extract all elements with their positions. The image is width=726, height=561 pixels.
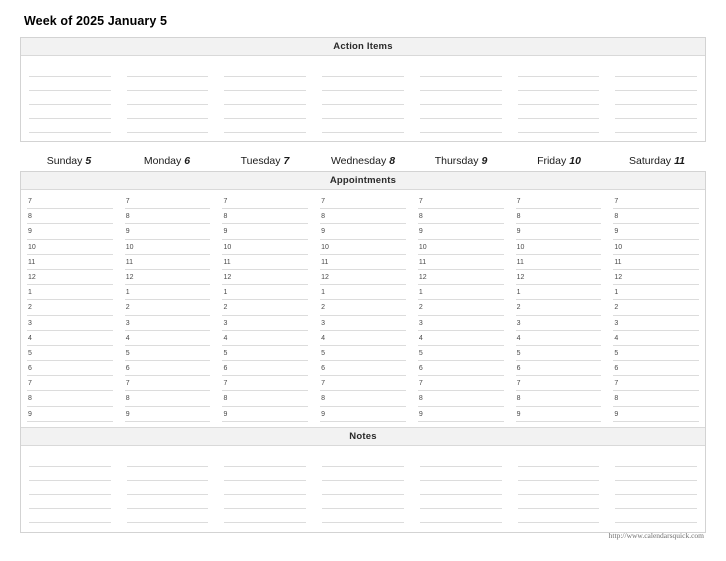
action-item-line[interactable] — [322, 105, 404, 119]
day-number: 10 — [569, 155, 581, 167]
footer-url: http://www.calendarsquick.com — [608, 531, 704, 540]
notes-line[interactable] — [127, 453, 209, 467]
appointment-slot[interactable]: 7 — [222, 194, 308, 209]
notes-header: Notes — [21, 427, 705, 446]
appointments-panel — [20, 171, 706, 533]
appointment-slot[interactable]: 9 — [222, 407, 308, 422]
action-item-line[interactable] — [322, 63, 404, 77]
appointment-slot[interactable]: 3 — [613, 316, 699, 331]
appointment-slot[interactable]: 1 — [27, 285, 113, 300]
appointment-slot[interactable]: 8 — [125, 209, 211, 224]
day-header-tuesday — [216, 155, 314, 167]
appointment-slot[interactable]: 12 — [516, 270, 602, 285]
appointment-slot[interactable]: 9 — [27, 407, 113, 422]
notes-line[interactable] — [322, 467, 404, 481]
notes-line[interactable] — [615, 453, 697, 467]
appointment-slot[interactable]: 11 — [125, 255, 211, 270]
appointments-columns — [21, 190, 705, 427]
appointment-slot[interactable]: 10 — [613, 240, 699, 255]
appointment-slot[interactable]: 6 — [418, 361, 504, 376]
notes-line[interactable] — [615, 481, 697, 495]
action-item-line[interactable] — [518, 91, 600, 105]
action-item-line[interactable] — [322, 119, 404, 133]
appointment-slot[interactable]: 6 — [516, 361, 602, 376]
notes-column[interactable] — [412, 446, 510, 532]
appointment-slot[interactable]: 6 — [27, 361, 113, 376]
action-item-line[interactable] — [322, 77, 404, 91]
action-item-line[interactable] — [420, 63, 502, 77]
notes-line[interactable] — [29, 453, 111, 467]
notes-line[interactable] — [224, 509, 306, 523]
appointment-slot[interactable]: 8 — [222, 391, 308, 406]
appointment-slot[interactable]: 2 — [222, 300, 308, 315]
notes-line[interactable] — [127, 467, 209, 481]
appointment-slot[interactable]: 7 — [222, 376, 308, 391]
action-item-line[interactable] — [127, 77, 209, 91]
appointment-slot[interactable]: 9 — [320, 224, 406, 239]
appointment-slot[interactable]: 11 — [320, 255, 406, 270]
appointment-slot[interactable]: 8 — [613, 209, 699, 224]
action-items-panel — [20, 37, 706, 142]
appointment-slot[interactable]: 8 — [27, 209, 113, 224]
appointment-slot[interactable]: 1 — [222, 285, 308, 300]
action-item-line[interactable] — [615, 63, 697, 77]
action-items-column[interactable] — [510, 56, 608, 141]
action-items-column[interactable] — [216, 56, 314, 141]
appointment-slot[interactable]: 5 — [613, 346, 699, 361]
action-items-column[interactable] — [314, 56, 412, 141]
appointment-slot[interactable]: 8 — [613, 391, 699, 406]
appointment-slot[interactable]: 4 — [516, 331, 602, 346]
action-item-line[interactable] — [420, 91, 502, 105]
notes-line[interactable] — [518, 495, 600, 509]
appointment-slot[interactable]: 10 — [27, 240, 113, 255]
notes-line[interactable] — [29, 509, 111, 523]
appointment-slot[interactable]: 4 — [320, 331, 406, 346]
appointment-slot[interactable]: 2 — [418, 300, 504, 315]
appointment-slot[interactable]: 8 — [320, 391, 406, 406]
appointment-slot[interactable]: 3 — [27, 316, 113, 331]
action-item-line[interactable] — [127, 91, 209, 105]
appointment-slot[interactable]: 9 — [222, 224, 308, 239]
appointment-slot[interactable]: 4 — [27, 331, 113, 346]
action-items-header: Action Items — [21, 38, 705, 56]
action-item-line[interactable] — [29, 105, 111, 119]
appointment-slot[interactable]: 12 — [320, 270, 406, 285]
day-name: Monday — [143, 155, 182, 167]
appointments-column-monday[interactable] — [119, 190, 217, 427]
appointment-slot[interactable]: 2 — [613, 300, 699, 315]
notes-line[interactable] — [224, 481, 306, 495]
action-item-line[interactable] — [127, 63, 209, 77]
day-name: Saturday — [629, 155, 672, 167]
appointment-slot[interactable]: 11 — [27, 255, 113, 270]
day-header-wednesday — [314, 155, 412, 167]
appointment-slot[interactable]: 7 — [125, 376, 211, 391]
appointments-column-thursday[interactable] — [412, 190, 510, 427]
appointment-slot[interactable]: 6 — [320, 361, 406, 376]
day-header-friday — [510, 155, 608, 167]
day-number: 11 — [674, 155, 685, 167]
appointment-slot[interactable]: 7 — [27, 194, 113, 209]
action-item-line[interactable] — [224, 77, 306, 91]
notes-line[interactable] — [127, 509, 209, 523]
day-header-row — [20, 155, 706, 167]
day-number: 7 — [283, 155, 290, 167]
appointment-slot[interactable]: 8 — [418, 209, 504, 224]
action-items-column[interactable] — [119, 56, 217, 141]
action-item-line[interactable] — [29, 91, 111, 105]
appointment-slot[interactable]: 2 — [516, 300, 602, 315]
appointment-slot[interactable]: 12 — [418, 270, 504, 285]
appointment-slot[interactable]: 5 — [125, 346, 211, 361]
appointment-slot[interactable]: 9 — [418, 407, 504, 422]
action-item-line[interactable] — [224, 91, 306, 105]
appointments-column-sunday[interactable] — [21, 190, 119, 427]
action-items-column[interactable] — [21, 56, 119, 141]
day-name: Tuesday — [240, 155, 281, 167]
appointment-slot[interactable]: 9 — [125, 224, 211, 239]
day-header-monday — [118, 155, 216, 167]
appointment-slot[interactable]: 4 — [613, 331, 699, 346]
appointment-slot[interactable]: 4 — [418, 331, 504, 346]
notes-column[interactable] — [216, 446, 314, 532]
notes-column[interactable] — [119, 446, 217, 532]
notes-line[interactable] — [127, 495, 209, 509]
notes-line[interactable] — [615, 509, 697, 523]
appointment-slot[interactable]: 10 — [516, 240, 602, 255]
notes-line[interactable] — [420, 481, 502, 495]
action-item-line[interactable] — [615, 91, 697, 105]
appointment-slot[interactable]: 3 — [516, 316, 602, 331]
appointment-slot[interactable]: 7 — [516, 194, 602, 209]
notes-line[interactable] — [127, 481, 209, 495]
appointment-slot[interactable]: 10 — [320, 240, 406, 255]
action-item-line[interactable] — [518, 63, 600, 77]
appointment-slot[interactable]: 12 — [27, 270, 113, 285]
appointment-slot[interactable]: 8 — [320, 209, 406, 224]
notes-column[interactable] — [314, 446, 412, 532]
appointment-slot[interactable]: 8 — [222, 209, 308, 224]
appointment-slot[interactable]: 9 — [320, 407, 406, 422]
appointment-slot[interactable]: 6 — [613, 361, 699, 376]
notes-line[interactable] — [420, 509, 502, 523]
day-header-thursday — [412, 155, 510, 167]
action-item-line[interactable] — [127, 105, 209, 119]
appointment-slot[interactable]: 6 — [125, 361, 211, 376]
appointment-slot[interactable]: 2 — [125, 300, 211, 315]
appointment-slot[interactable]: 8 — [27, 391, 113, 406]
notes-columns — [21, 446, 705, 532]
appointment-slot[interactable]: 4 — [125, 331, 211, 346]
appointment-slot[interactable]: 7 — [320, 376, 406, 391]
appointment-slot[interactable]: 12 — [613, 270, 699, 285]
appointment-slot[interactable]: 6 — [222, 361, 308, 376]
appointment-slot[interactable]: 1 — [516, 285, 602, 300]
appointments-column-saturday[interactable] — [607, 190, 705, 427]
appointment-slot[interactable]: 10 — [418, 240, 504, 255]
action-item-line[interactable] — [420, 77, 502, 91]
action-item-line[interactable] — [518, 105, 600, 119]
day-name: Thursday — [434, 155, 479, 167]
appointment-slot[interactable]: 7 — [320, 194, 406, 209]
day-number: 9 — [481, 155, 488, 167]
appointment-slot[interactable]: 11 — [516, 255, 602, 270]
appointment-slot[interactable]: 5 — [418, 346, 504, 361]
action-item-line[interactable] — [224, 119, 306, 133]
notes-line[interactable] — [29, 481, 111, 495]
action-item-line[interactable] — [420, 119, 502, 133]
action-item-line[interactable] — [615, 77, 697, 91]
appointment-slot[interactable]: 3 — [222, 316, 308, 331]
action-item-line[interactable] — [518, 77, 600, 91]
notes-line[interactable] — [322, 453, 404, 467]
appointment-slot[interactable]: 10 — [222, 240, 308, 255]
notes-line[interactable] — [420, 495, 502, 509]
appointments-column-tuesday[interactable] — [216, 190, 314, 427]
notes-line[interactable] — [322, 495, 404, 509]
appointment-slot[interactable]: 7 — [125, 194, 211, 209]
day-number: 5 — [85, 155, 92, 167]
notes-line[interactable] — [518, 509, 600, 523]
notes-line[interactable] — [29, 495, 111, 509]
appointment-slot[interactable]: 11 — [222, 255, 308, 270]
notes-line[interactable] — [322, 481, 404, 495]
action-item-line[interactable] — [518, 119, 600, 133]
appointment-slot[interactable]: 4 — [222, 331, 308, 346]
notes-column[interactable] — [21, 446, 119, 532]
notes-line[interactable] — [420, 467, 502, 481]
appointment-slot[interactable]: 10 — [125, 240, 211, 255]
appointment-slot[interactable]: 1 — [320, 285, 406, 300]
notes-line[interactable] — [518, 453, 600, 467]
appointment-slot[interactable]: 3 — [320, 316, 406, 331]
action-item-line[interactable] — [224, 63, 306, 77]
appointment-slot[interactable]: 3 — [418, 316, 504, 331]
notes-line[interactable] — [29, 467, 111, 481]
day-name: Sunday — [46, 155, 83, 167]
appointments-header: Appointments — [21, 172, 705, 190]
appointment-slot[interactable]: 7 — [418, 194, 504, 209]
appointment-slot[interactable]: 8 — [516, 391, 602, 406]
action-items-column[interactable] — [412, 56, 510, 141]
action-item-line[interactable] — [615, 119, 697, 133]
notes-column[interactable] — [607, 446, 705, 532]
appointment-slot[interactable]: 5 — [27, 346, 113, 361]
appointment-slot[interactable]: 2 — [320, 300, 406, 315]
appointment-slot[interactable]: 9 — [27, 224, 113, 239]
appointments-column-friday[interactable] — [510, 190, 608, 427]
action-item-line[interactable] — [420, 105, 502, 119]
appointment-slot[interactable]: 9 — [516, 407, 602, 422]
action-items-columns — [21, 56, 705, 141]
appointment-slot[interactable]: 2 — [27, 300, 113, 315]
action-items-column[interactable] — [607, 56, 705, 141]
appointment-slot[interactable]: 3 — [125, 316, 211, 331]
notes-line[interactable] — [615, 467, 697, 481]
appointment-slot[interactable]: 9 — [613, 407, 699, 422]
appointment-slot[interactable]: 7 — [27, 376, 113, 391]
day-header-saturday — [608, 155, 706, 167]
notes-line[interactable] — [420, 453, 502, 467]
appointment-slot[interactable]: 9 — [418, 224, 504, 239]
day-name: Friday — [537, 155, 567, 167]
action-item-line[interactable] — [29, 119, 111, 133]
notes-line[interactable] — [224, 467, 306, 481]
action-item-line[interactable] — [29, 63, 111, 77]
notes-line[interactable] — [518, 467, 600, 481]
action-item-line[interactable] — [29, 77, 111, 91]
page-title: Week of 2025 January 5 — [24, 14, 168, 28]
day-header-sunday — [20, 155, 118, 167]
appointment-slot[interactable]: 7 — [516, 376, 602, 391]
appointment-slot[interactable]: 11 — [418, 255, 504, 270]
appointment-slot[interactable]: 7 — [613, 376, 699, 391]
appointment-slot[interactable]: 9 — [516, 224, 602, 239]
appointment-slot[interactable]: 7 — [418, 376, 504, 391]
appointment-slot[interactable]: 5 — [222, 346, 308, 361]
action-item-line[interactable] — [615, 105, 697, 119]
appointment-slot[interactable]: 8 — [516, 209, 602, 224]
appointment-slot[interactable]: 5 — [320, 346, 406, 361]
notes-line[interactable] — [518, 481, 600, 495]
action-item-line[interactable] — [224, 105, 306, 119]
appointment-slot[interactable]: 8 — [418, 391, 504, 406]
appointment-slot[interactable]: 12 — [222, 270, 308, 285]
appointments-column-wednesday[interactable] — [314, 190, 412, 427]
appointment-slot[interactable]: 5 — [516, 346, 602, 361]
appointment-slot[interactable]: 9 — [613, 224, 699, 239]
action-item-line[interactable] — [322, 91, 404, 105]
appointment-slot[interactable]: 1 — [125, 285, 211, 300]
day-name: Wednesday — [330, 155, 387, 167]
appointment-slot[interactable]: 1 — [613, 285, 699, 300]
appointment-slot[interactable]: 7 — [613, 194, 699, 209]
appointment-slot[interactable]: 8 — [125, 391, 211, 406]
appointment-slot[interactable]: 12 — [125, 270, 211, 285]
day-number: 8 — [389, 155, 396, 167]
notes-line[interactable] — [615, 495, 697, 509]
appointment-slot[interactable]: 1 — [418, 285, 504, 300]
action-item-line[interactable] — [127, 119, 209, 133]
appointment-slot[interactable]: 11 — [613, 255, 699, 270]
notes-line[interactable] — [224, 453, 306, 467]
day-number: 6 — [184, 155, 191, 167]
notes-line[interactable] — [224, 495, 306, 509]
appointment-slot[interactable]: 9 — [125, 407, 211, 422]
notes-column[interactable] — [510, 446, 608, 532]
notes-line[interactable] — [322, 509, 404, 523]
